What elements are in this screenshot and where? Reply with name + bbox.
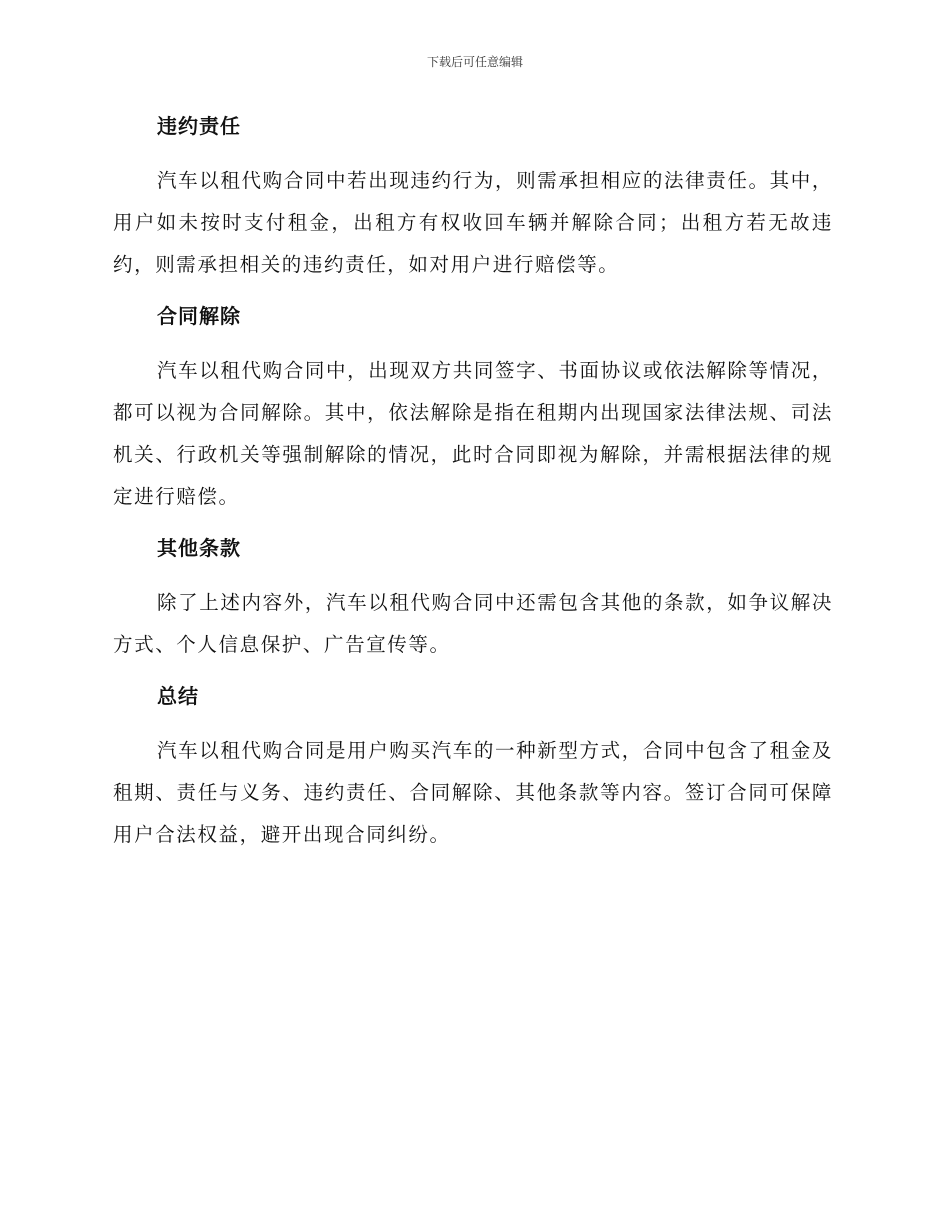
section-paragraph: 除了上述内容外，汽车以租代购合同中还需包含其他的条款，如争议解决方式、个人信息保护、广告宣传等。 xyxy=(113,591,833,656)
section-paragraph: 汽车以租代购合同是用户购买汽车的一种新型方式，合同中包含了租金及租期、责任与义务、违约责任、合同解除、其他条款等内容。签订合同可保障用户合法权益，避开出现合同纠纷。 xyxy=(113,739,833,846)
header-note: 下载后可任意编辑 xyxy=(426,55,523,69)
section-contract-termination xyxy=(113,302,833,518)
document-body xyxy=(113,112,833,872)
section-title: 合同解除 xyxy=(157,304,241,328)
section-paragraph: 汽车以租代购合同中若出现违约行为，则需承担相应的法律责任。其中，用户如未按时支付租金，出租方有权收回车辆并解除合同；出租方若无故违约，则需承担相关的违约责任，如对用户进行赔偿等。 xyxy=(113,169,833,276)
section-title: 其他条款 xyxy=(157,536,241,560)
section-other-terms xyxy=(113,534,833,666)
section-title: 总结 xyxy=(157,684,199,708)
section-summary xyxy=(113,682,833,856)
section-breach-liability xyxy=(113,112,833,286)
section-title: 违约责任 xyxy=(157,114,241,138)
section-paragraph: 汽车以租代购合同中，出现双方共同签字、书面协议或依法解除等情况，都可以视为合同解除。其中，依法解除是指在租期内出现国家法律法规、司法机关、行政机关等强制解除的情况，此时合同即视为解除，并需根据法律的规定进行赔偿。 xyxy=(113,359,833,508)
